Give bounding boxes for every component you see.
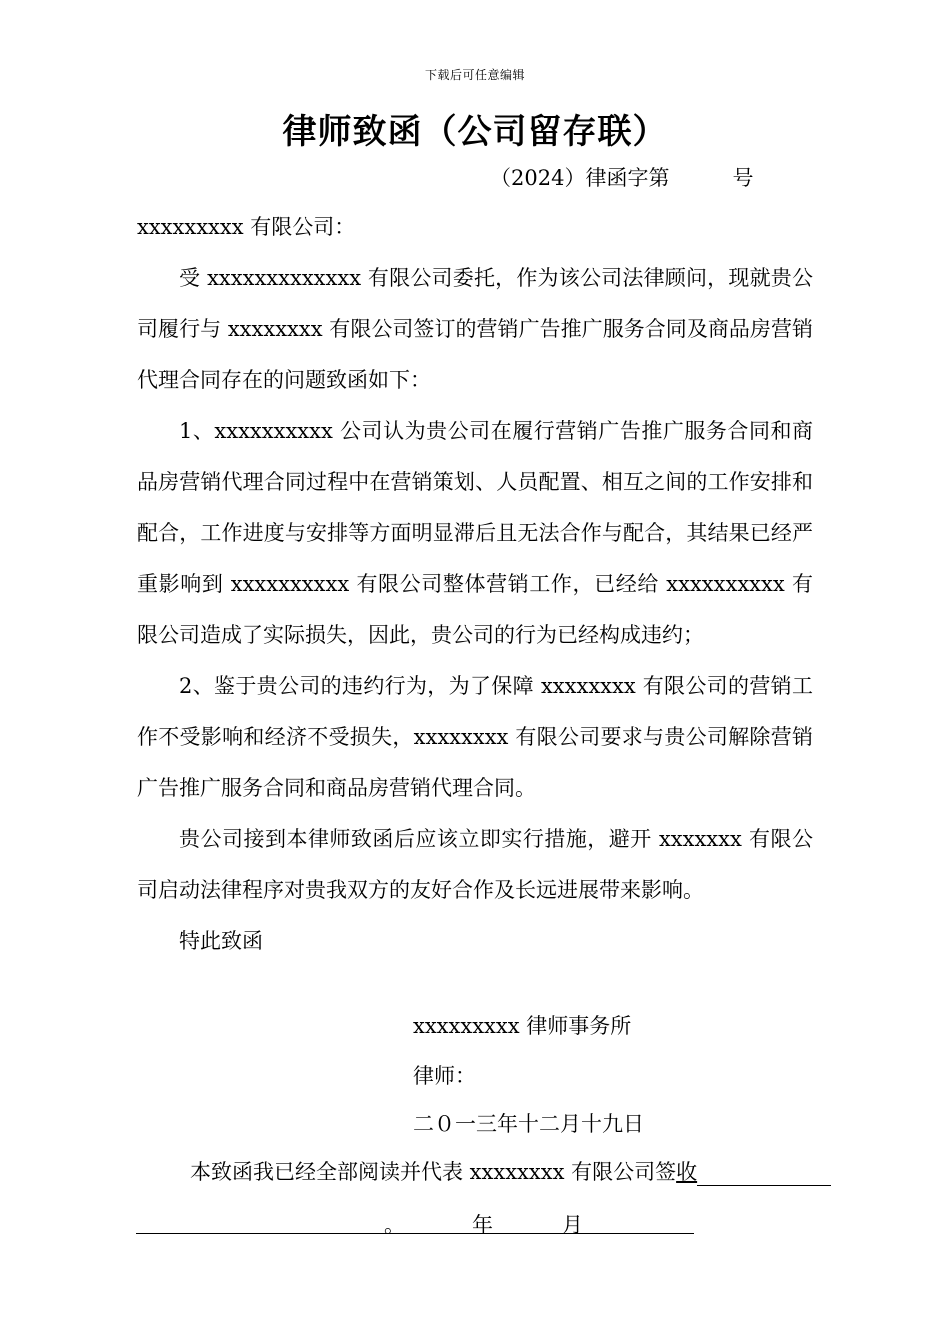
receipt-year-label: 年: [472, 1213, 493, 1237]
receipt-sign-char: 收: [676, 1160, 698, 1184]
header-note: 下载后可任意编辑: [424, 68, 525, 82]
receipt-date-line: [136, 1209, 694, 1237]
paragraph-item-1: 1、xxxxxxxxxx 公司认为贵公司在履行营销广告推广服务合同和商品房营销代理合同过程中在营销策划、人员配置、相互之间的工作安排和配合，工作进度与安排等方面明显滞后且无法合作与配合，其结果已经严重影响到 xxxxxxxxxx 有限公司整体营销工作，已经给 xxxxxxxxxx 有限公司造成了实际损失，因此，贵公司的行为已经构成违约；: [137, 419, 813, 647]
receipt-text: 本致函我已经全部阅读并代表 xxxxxxxx 有限公司签: [190, 1160, 677, 1184]
paragraph-item-2: 2、鉴于贵公司的违约行为，为了保障 xxxxxxxx 有限公司的营销工作不受影响和经济不受损失，xxxxxxxx 有限公司要求与贵公司解除营销广告推广服务合同和商品房营销代理合同。: [137, 674, 813, 800]
document-title: 律师致函（公司留存联）: [282, 112, 668, 152]
signature-firm: xxxxxxxxx 律师事务所: [413, 1014, 632, 1038]
receipt-period: 。: [384, 1213, 405, 1237]
salutation: xxxxxxxxx 有限公司：: [137, 215, 356, 239]
reference-number: （2024）律函字第 号: [490, 166, 754, 190]
paragraph-request: 贵公司接到本律师致函后应该立即实行措施，避开 xxxxxxx 有限公司启动法律程序对贵我双方的友好合作及长远进展带来影响。: [137, 827, 813, 902]
signature-lawyer: 律师：: [413, 1064, 476, 1088]
paragraph-closing: 特此致函: [179, 929, 263, 953]
receipt-statement: [190, 1156, 831, 1186]
paragraph-intro: 受 xxxxxxxxxxxxx 有限公司委托，作为该公司法律顾问，现就贵公司履行与 xxxxxxxx 有限公司签订的营销广告推广服务合同及商品房营销代理合同存在的问题致函如下：: [137, 266, 813, 392]
letter-body: [137, 202, 813, 967]
receipt-month-label: 月: [562, 1213, 583, 1237]
signature-date: 二０一三年十二月十九日: [413, 1112, 644, 1136]
receipt-signature-line: [697, 1163, 831, 1186]
